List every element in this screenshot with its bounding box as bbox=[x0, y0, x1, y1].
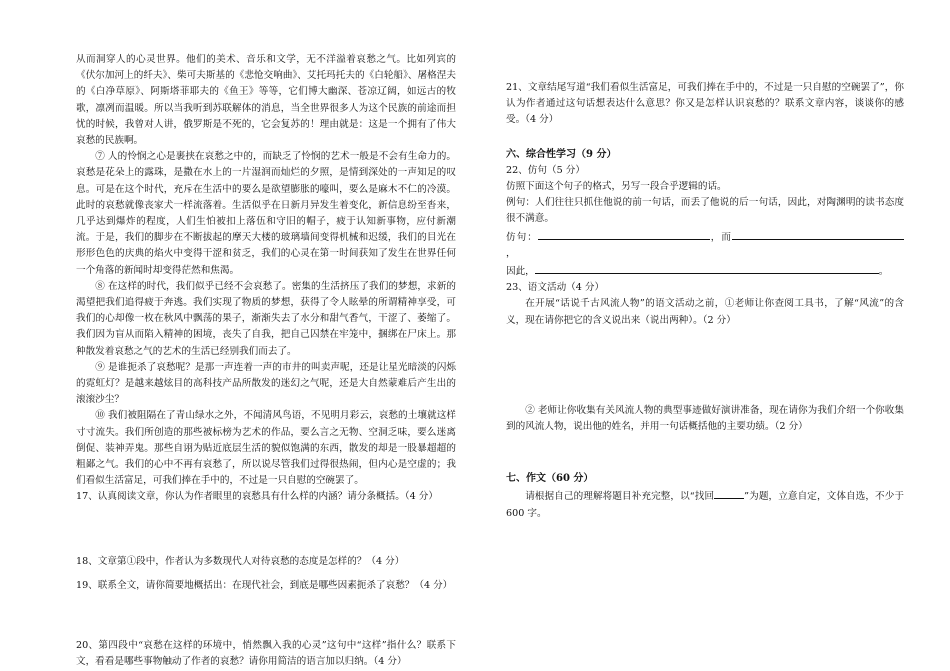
fill-label: 因此， bbox=[506, 266, 535, 278]
question-18: 18、文章第①段中，作者认为多数现代人对待哀愁的态度是怎样的？（4 分） bbox=[76, 555, 405, 567]
section-7-title: 七、作文（60 分） bbox=[506, 473, 594, 485]
question-22-description: 仿照下面这个句子的格式，另写一段合乎逻辑的话。 bbox=[506, 181, 727, 193]
question-22-fill-line-2 bbox=[506, 262, 904, 280]
fill-connector: ，而 bbox=[709, 231, 732, 243]
fill-period: 。 bbox=[878, 266, 889, 278]
passage-paragraph-9: ⑨ 是谁扼杀了哀愁呢？是那一声连着一声的市井的叫卖声呢，还是让星光暗淡的闪烁的霓虹灯？是越来越炫目的高科技产品所散发的迷幻之气呢，还是大自然蒙难后产生出的滚滚沙尘？ bbox=[76, 361, 456, 406]
passage-paragraph-intro: 从而洞穿人的心灵世界。他们的美术、音乐和文学，无不洋溢着哀愁之气。比如列宾的《伏尔加河上的纤夫》、柴可夫斯基的《悲怆交响曲》、艾托玛托夫的《白轮船》、屠格涅夫的《白净草原》、阿斯塔菲耶夫的《鱼王》等等，它们博大幽深、苍凉辽阔，如远古的牧歌，凛冽而温暖。所以当我听到苏联解体的消息，当全世界很多人为这个民族的前途而担忧的时候，我曾对人讲，俄罗斯是不死的，它会复苏的！理由就是：这是一个拥有了伟大哀愁的民族啊。 bbox=[76, 54, 456, 147]
question-23-part-1: 在开展“话说千古风流人物”的语文活动之前，①老师让你查阅工具书，了解“风流”的含义，现在请你把它的含义说出来（说出两种）。（2 分） bbox=[506, 298, 904, 326]
essay-prompt bbox=[506, 487, 904, 521]
question-20: 20、第四段中“哀愁在这样的环境中，悄然飘入我的心灵”这句中“这样”指什么？联系下文，看看是哪些事物触动了作者的哀愁？请你用简洁的语言加以归纳。（4 分） bbox=[76, 640, 456, 668]
passage-paragraph-7: ⑦ 人的怜悯之心是裹挟在哀愁之中的，而缺乏了怜悯的艺术一般是不会有生命力的。哀愁是花朵上的露珠，是撒在水上的一片湿润而灿烂的夕照，是情到深处的一声知足的叹息。可是在这个时代，充斥在生活中的要么是欲望膨胀的嚎叫，要么是麻木不仁的冷漠。此时的哀愁就像丧家犬一样流落着。生活似乎在日新月异发生着变化，新信息纷至沓来，几乎达到爆炸的程度，人们生怕被扣上落伍和守旧的帽子，疲于认知新事物，应付新潮流。于是，我们的脚步在不断拔起的摩天大楼的玻璃墙间变得机械和迟缓，我们的目光在形形色色的庆典的焰火中变得干涩和贫乏，我们的心灵在第一时间获知了发生在世界任何一个角落的新闻时却变得茫然和焦渴。 bbox=[76, 151, 456, 276]
question-23-part-2: ② 老师让你收集有关风流人物的典型事迹做好演讲准备，现在请你为我们介绍一个你收集到的风流人物，说出他的姓名，并用一句话概括他的主要功绩。（2 分） bbox=[506, 404, 904, 433]
answer-blank[interactable] bbox=[538, 228, 710, 240]
passage-paragraph-10: ⑩ 我们被阻隔在了青山绿水之外，不闻清风鸟语，不见明月彩云，哀愁的土壤就这样寸寸流失。我们所创造的那些被标榜为艺术的作品，要么言之无物、空洞乏味，要么迷离倒促、装神弄鬼。那些自诩为贴近底层生活的貌似饱满的东西，散发的却是一股暴超超的粗鄙之气。我们的心中不再有哀愁了，所以说尽管我们过得很热闹，但内心是空虚的；我们看似生活富足，可我们捧在手中的，不过是一只自慰的空碗罢了。 bbox=[76, 410, 456, 487]
question-19: 19、联系全文，请你简要地概括出：在现代社会，到底是哪些因素扼杀了哀愁？（4 分） bbox=[76, 579, 453, 591]
answer-blank[interactable] bbox=[707, 262, 879, 274]
question-22-fill-line-1 bbox=[506, 228, 904, 262]
answer-blank[interactable] bbox=[732, 228, 904, 240]
section-6-title: 六、综合性学习（9 分） bbox=[506, 148, 617, 160]
fill-comma: ， bbox=[506, 247, 516, 259]
question-22-example: 例句：人们往往只抓住他说的前一句话，而丢了他说的后一句话，因此，对陶渊明的读书态度很不满意。 bbox=[506, 197, 904, 225]
question-17: 17、认真阅读文章，你认为作者眼里的哀愁具有什么样的内涵？请分条概括。（4 分） bbox=[76, 491, 438, 503]
passage-paragraph-8: ⑧ 在这样的时代，我们似乎已经不会哀愁了。密集的生活挤压了我们的梦想，求新的渴望把我们追得疲于奔逃。我们实现了物质的梦想，获得了令人眩晕的所谓精神享受，可我们的心却像一枚在秋风中飘荡的果子，渐渐失去了水分和甜气香气，干涩了、萎缩了。我们因为盲从而陷入精神的困境，丧失了自我，把自己囚禁在牢笼中，捆绑在尸床上。那种散发着哀愁之气的艺术的生活已经别我们而去了。 bbox=[76, 280, 456, 357]
question-23-heading: 23、语文活动（4 分） bbox=[506, 282, 605, 294]
left-column bbox=[76, 52, 456, 671]
question-21: 21、文章结尾写道“我们看似生活富足，可我们捧在手中的，不过是一只自慰的空碗罢了”，你认为作者通过这句话想表达什么意思？你又是怎样认识哀愁的？联系文章内容，谈谈你的感受。（4 分） bbox=[506, 82, 904, 126]
essay-title-blank[interactable] bbox=[714, 487, 744, 499]
answer-blank[interactable] bbox=[535, 262, 707, 274]
question-22-heading: 22、仿句（5 分） bbox=[506, 164, 585, 176]
right-column bbox=[506, 80, 904, 522]
essay-prompt-start: 请根据自己的理解将题目补充完整，以“找回 bbox=[525, 491, 715, 503]
essay-prompt-end: ”为题，立意自定，文体自选，不少于 600 字。 bbox=[506, 491, 905, 519]
fill-label: 仿句： bbox=[506, 231, 538, 243]
